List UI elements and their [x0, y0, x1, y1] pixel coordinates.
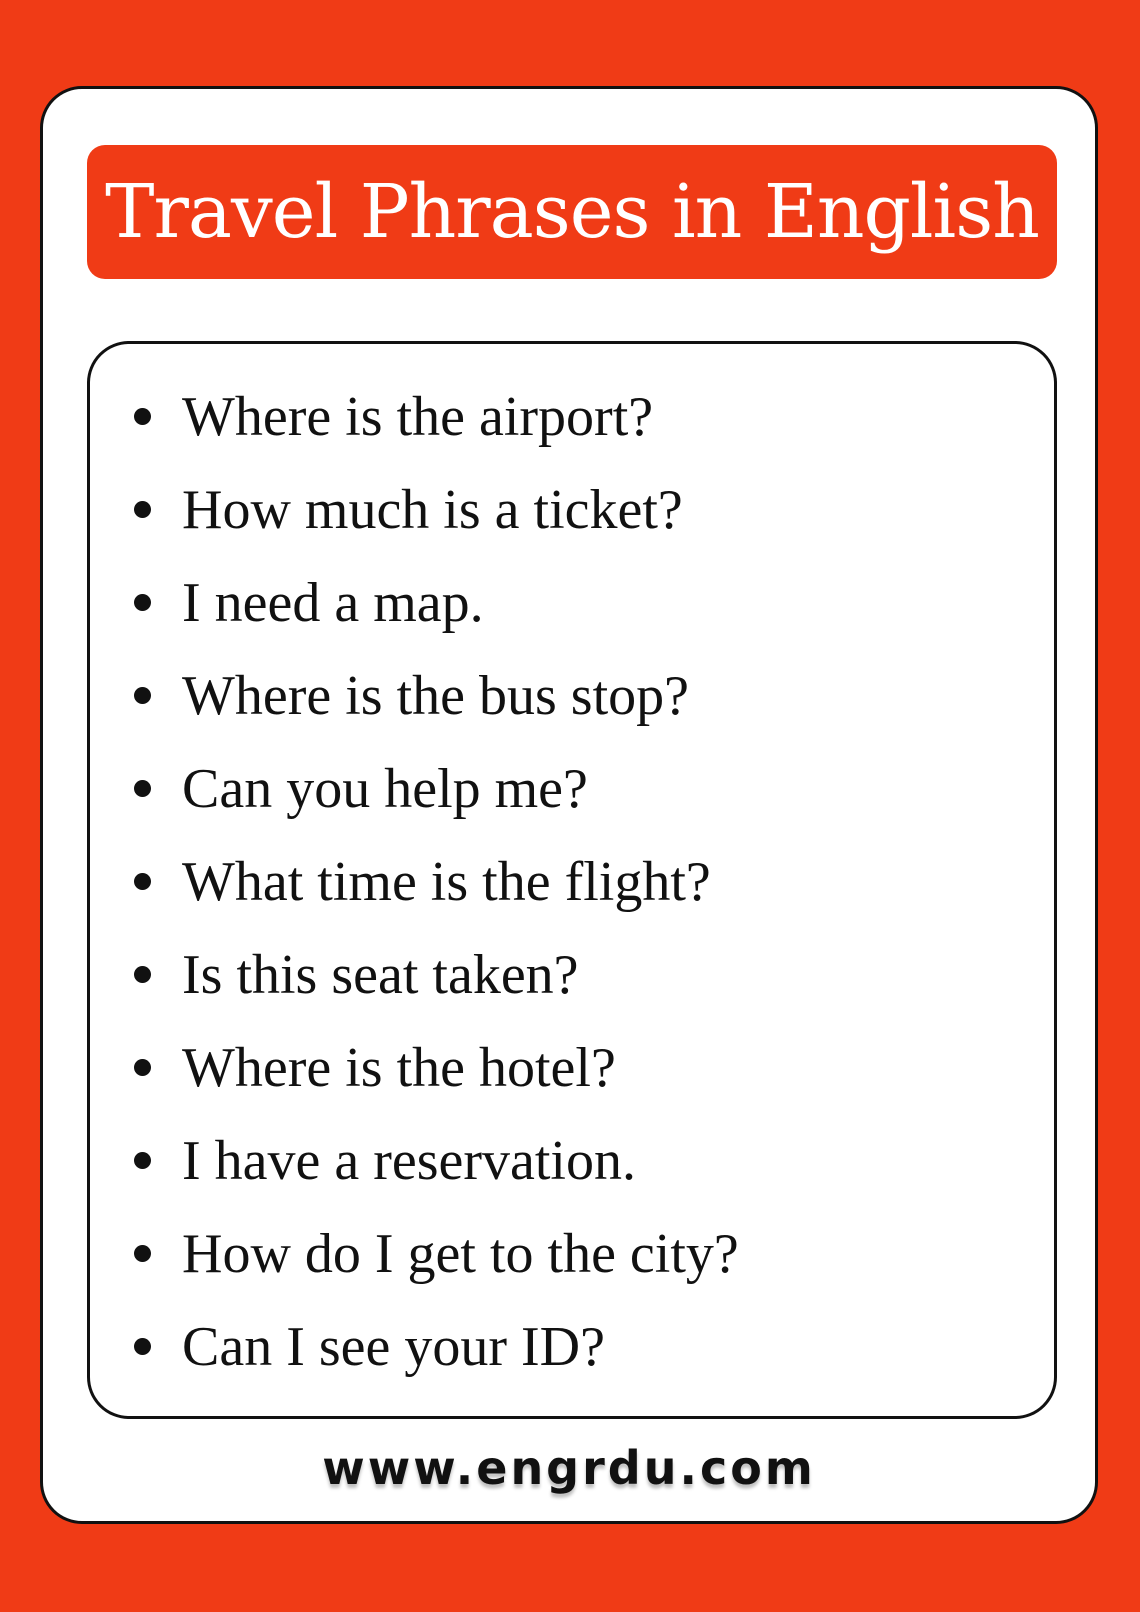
- list-item: [134, 835, 1034, 928]
- phrase-text: Where is the airport?: [182, 385, 654, 448]
- bullet-icon: [134, 501, 151, 518]
- list-item: [134, 928, 1034, 1021]
- list-item: [134, 1021, 1034, 1114]
- phrase-text: I have a reservation.: [182, 1129, 636, 1192]
- title-banner: [87, 145, 1057, 279]
- bullet-icon: [134, 594, 151, 611]
- phrase-text: I need a map.: [182, 571, 484, 634]
- bullet-icon: [134, 408, 151, 425]
- list-item: [134, 1207, 1034, 1300]
- bullet-icon: [134, 687, 151, 704]
- phrase-text: Where is the hotel?: [182, 1036, 616, 1099]
- list-item: [134, 1300, 1034, 1393]
- bullet-icon: [134, 873, 151, 890]
- list-item: [134, 649, 1034, 742]
- phrase-text: Where is the bus stop?: [182, 664, 689, 727]
- phrase-text: How much is a ticket?: [182, 478, 683, 541]
- bullet-icon: [134, 1338, 151, 1355]
- phrase-text: Is this seat taken?: [182, 943, 579, 1006]
- bullet-icon: [134, 1059, 151, 1076]
- phrase-list-box: [87, 341, 1057, 1419]
- phrase-list: [134, 370, 1034, 1393]
- bullet-icon: [134, 780, 151, 797]
- phrase-text: How do I get to the city?: [182, 1222, 739, 1285]
- phrase-text: Can you help me?: [182, 757, 588, 820]
- bullet-icon: [134, 1152, 151, 1169]
- bullet-icon: [134, 966, 151, 983]
- phrase-text: Can I see your ID?: [182, 1315, 605, 1378]
- phrase-text: What time is the flight?: [182, 850, 711, 913]
- list-item: [134, 556, 1034, 649]
- list-item: [134, 463, 1034, 556]
- list-item: [134, 370, 1034, 463]
- list-item: [134, 742, 1034, 835]
- website-url: www.engrdu.com: [322, 1441, 816, 1495]
- phrase-card: [40, 86, 1098, 1524]
- list-item: [134, 1114, 1034, 1207]
- page-title: Travel Phrases in English: [105, 169, 1039, 255]
- bullet-icon: [134, 1245, 151, 1262]
